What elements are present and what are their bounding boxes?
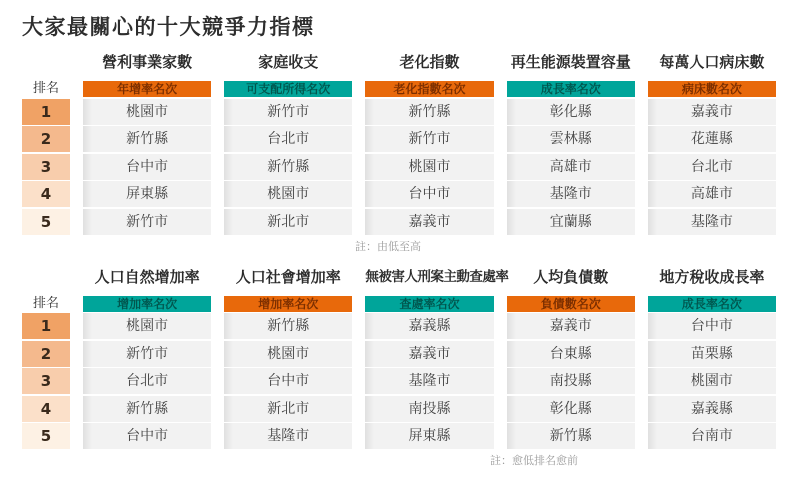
footnote: 註：愈低排名愈前 — [490, 454, 578, 467]
county-cell: 嘉義市 — [648, 99, 776, 125]
indicator-table — [224, 52, 352, 235]
county-cell: 高雄市 — [648, 181, 776, 207]
rank-column-label: 排名 — [32, 81, 59, 96]
county-cell: 花蓮縣 — [648, 126, 776, 152]
indicator-title: 營利事業家數 — [102, 53, 193, 71]
indicator-title: 地方稅收成長率 — [659, 267, 765, 286]
county-cell: 南投縣 — [365, 396, 493, 422]
county-cell: 新竹縣 — [83, 396, 211, 422]
rank-spacer — [22, 267, 70, 296]
county-cell: 雲林縣 — [507, 126, 635, 152]
county-cell: 彰化縣 — [507, 99, 635, 125]
county-cell: 台東縣 — [507, 341, 635, 367]
county-cell: 新竹縣 — [224, 313, 352, 339]
rank-cell: 5 — [22, 423, 70, 449]
county-cell: 基隆市 — [648, 209, 776, 235]
county-cell: 桃園市 — [83, 99, 211, 125]
indicator-title: 家庭收支 — [258, 53, 319, 71]
tables-grid — [22, 52, 776, 235]
tables-grid — [22, 267, 776, 450]
county-cell: 宜蘭縣 — [507, 209, 635, 235]
county-cell: 台南市 — [648, 423, 776, 449]
rank-column — [22, 267, 70, 450]
county-cell: 嘉義縣 — [365, 313, 493, 339]
blocks — [22, 52, 776, 468]
county-cell: 基隆市 — [224, 423, 352, 449]
rank-header: 增加率名次 — [83, 296, 211, 312]
county-cell: 嘉義市 — [507, 313, 635, 339]
county-cell: 桃園市 — [224, 341, 352, 367]
indicator-table — [224, 267, 352, 450]
county-cell: 新北市 — [224, 209, 352, 235]
rank-cell: 2 — [22, 126, 70, 152]
county-cell: 桃園市 — [224, 181, 352, 207]
county-cell: 屏東縣 — [83, 181, 211, 207]
county-cell: 新竹市 — [224, 99, 352, 125]
county-cell: 嘉義縣 — [648, 396, 776, 422]
county-cell: 嘉義市 — [365, 209, 493, 235]
rank-cell: 4 — [22, 181, 70, 207]
rank-header: 可支配所得名次 — [224, 81, 352, 97]
rank-header: 負債數名次 — [507, 296, 635, 312]
county-cell: 台中市 — [83, 154, 211, 180]
county-cell: 桃園市 — [648, 368, 776, 394]
county-cell: 台中市 — [83, 423, 211, 449]
county-cell: 南投縣 — [507, 368, 635, 394]
rank-header: 查處率名次 — [365, 296, 493, 312]
county-cell: 新竹市 — [365, 126, 493, 152]
county-cell: 高雄市 — [507, 154, 635, 180]
county-cell: 新竹市 — [83, 209, 211, 235]
indicator-title: 人口自然增加率 — [94, 267, 200, 286]
rank-header: 成長率名次 — [507, 81, 635, 97]
county-cell: 基隆市 — [365, 368, 493, 394]
rank-column — [22, 52, 70, 235]
footnote: 註：由低至高 — [355, 239, 421, 253]
county-cell: 嘉義市 — [365, 341, 493, 367]
indicator-table — [365, 52, 493, 235]
county-cell: 新竹市 — [83, 341, 211, 367]
county-cell: 彰化縣 — [507, 396, 635, 422]
county-cell: 台中市 — [365, 181, 493, 207]
indicator-table — [365, 267, 509, 450]
indicator-title: 無被害人刑案主動查處率 — [365, 268, 509, 285]
county-cell: 新竹縣 — [83, 126, 211, 152]
county-cell: 台北市 — [648, 154, 776, 180]
indicator-table — [83, 267, 211, 450]
indicator-table — [507, 52, 635, 235]
indicator-title: 人均負債數 — [533, 267, 609, 286]
indicator-block — [22, 52, 776, 254]
indicator-title: 每萬人口病床數 — [659, 53, 765, 71]
county-cell: 新竹縣 — [224, 154, 352, 180]
rank-cell: 5 — [22, 209, 70, 235]
page-title: 大家最關心的十大競爭力指標 — [22, 15, 315, 39]
county-cell: 新竹縣 — [507, 423, 635, 449]
rank-cell: 2 — [22, 341, 70, 367]
rank-column-label: 排名 — [32, 295, 59, 311]
rank-cell: 3 — [22, 368, 70, 394]
indicator-table — [507, 267, 635, 450]
rank-cell: 4 — [22, 396, 70, 422]
county-cell: 台北市 — [83, 368, 211, 394]
county-cell: 基隆市 — [507, 181, 635, 207]
indicator-title: 人口社會增加率 — [235, 267, 341, 286]
county-cell: 屏東縣 — [365, 423, 493, 449]
indicator-title: 再生能源裝置容量 — [510, 53, 631, 71]
rank-cell: 1 — [22, 99, 70, 125]
rank-header: 增加率名次 — [224, 296, 352, 312]
county-cell: 新竹縣 — [365, 99, 493, 125]
indicator-table — [83, 52, 211, 235]
county-cell: 台中市 — [224, 368, 352, 394]
indicator-block — [22, 267, 776, 469]
rank-header: 成長率名次 — [648, 296, 776, 312]
rank-header: 病床數名次 — [648, 81, 776, 97]
rank-header: 老化指數名次 — [365, 81, 493, 97]
indicator-table — [648, 267, 776, 450]
county-cell: 苗栗縣 — [648, 341, 776, 367]
county-cell: 台北市 — [224, 126, 352, 152]
indicator-title: 老化指數 — [399, 53, 460, 71]
county-cell: 新北市 — [224, 396, 352, 422]
rank-spacer — [22, 52, 70, 81]
county-cell: 桃園市 — [365, 154, 493, 180]
rank-cell: 3 — [22, 154, 70, 180]
county-cell: 台中市 — [648, 313, 776, 339]
county-cell: 桃園市 — [83, 313, 211, 339]
indicator-table — [648, 52, 776, 235]
rank-header: 年增率名次 — [83, 81, 211, 97]
rank-cell: 1 — [22, 313, 70, 339]
